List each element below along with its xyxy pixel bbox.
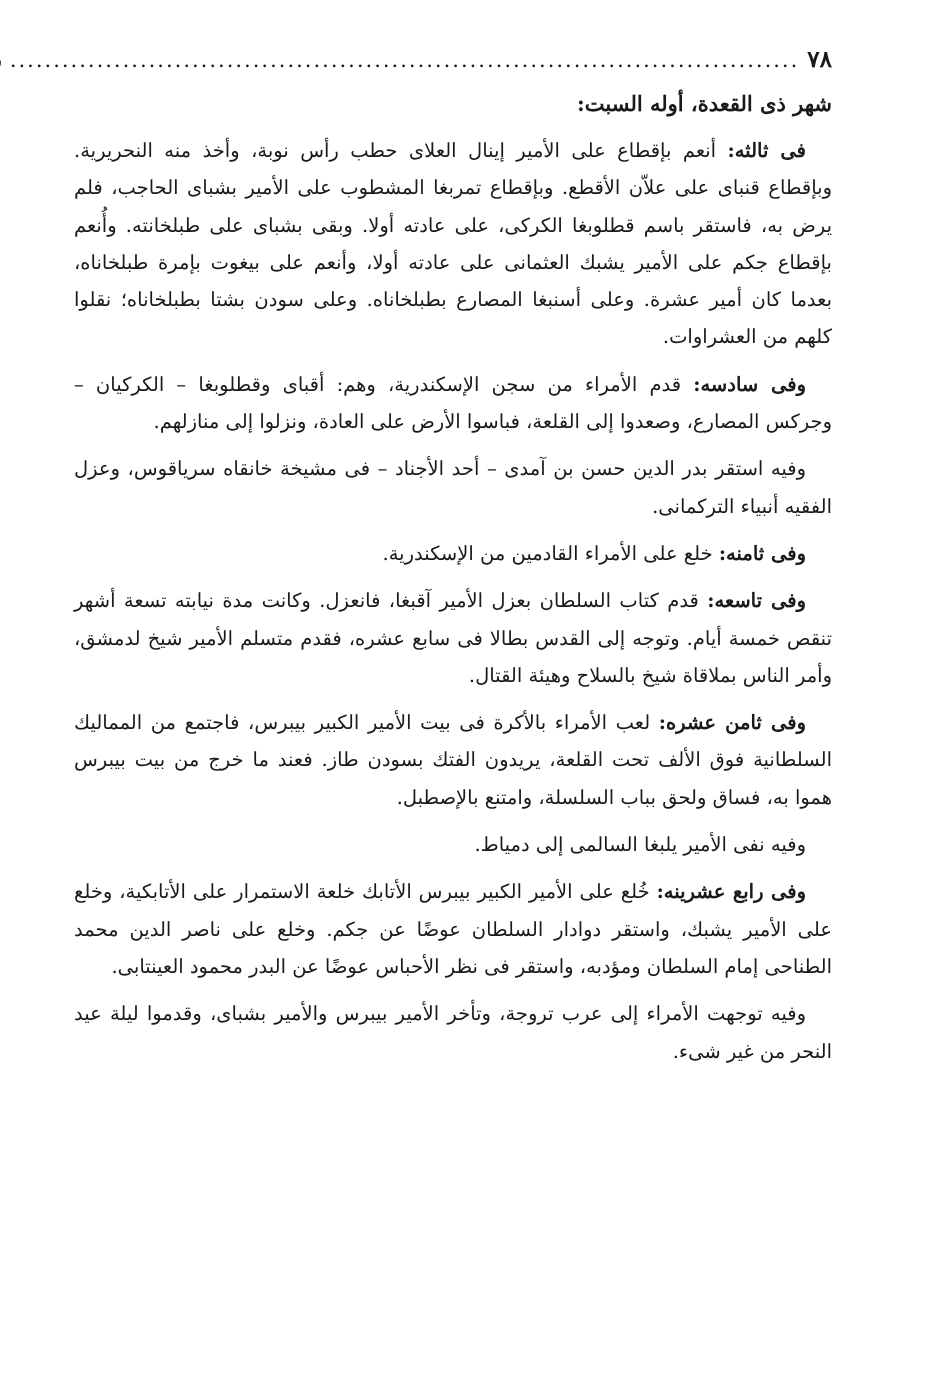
entry-text: وفيه نفى الأمير يلبغا السالمى إلى دمياط.	[474, 833, 806, 857]
entry-text: قدم كتاب السلطان بعزل الأمير آقبغا، فانعزل. وكانت مدة نيابته تسعة أشهر تنقص خمسة أيام. وتوجه إلى القدس بطالا فى سابع عشره، فقدم متسلم الأمير شيخ لدمشق، وأمر الناس بملاقاة شيخ بالسلاح وهيئة القتال.	[74, 589, 832, 687]
entry-text: خلع على الأمراء القادمين من الإسكندرية.	[382, 541, 719, 565]
entry-third-day	[74, 132, 832, 356]
body-text	[74, 132, 832, 1070]
book-page	[9, 40, 832, 1080]
entry-lead: وفى ثامن عشره:	[658, 711, 806, 735]
entry-exile-yalbugha	[74, 826, 832, 863]
month-heading: شهر ذى القعدة، أوله السبت:	[577, 91, 832, 116]
running-header	[9, 40, 832, 80]
entry-lead: فى ثالثه:	[727, 139, 806, 162]
entry-twenty-fourth-day	[74, 873, 832, 985]
entry-lead: وفى سادسه:	[693, 372, 806, 396]
entry-text: أنعم بإقطاع على الأمير إينال العلاى حطب رأس نوبة، وأخذ منه النحريرية. وبإقطاع قنباى على علاّن الأقطع. وبإقطاع تمربغا المشطوب على الأمير بشباى الحاجب، فلم يرض به، فاستقر باسم قطلوبغا الكركى، على عادته أولا. وبقى بشباى على طبلخانته. وأُنعم بإقطاع جكم على الأمير يشبك العثمانى على عادته أولا، وأنعم على بيغوت بإمرة طبلخاناه، بعدما كان أمير عشرة. وعلى أسنبغا المصارع بطبلخاناه. وعلى سودن بشتا بطبلخاناه؛ نقلوا كلهم من العشراوات.	[74, 139, 832, 349]
running-title	[0, 42, 2, 82]
entry-sixth-day	[74, 366, 832, 441]
entry-lead: وفى رابع عشرينه:	[656, 880, 806, 904]
entry-emirs-to-taruja	[74, 995, 832, 1070]
entry-ninth-day	[74, 582, 832, 694]
entry-lead: وفى ثامنه:	[718, 541, 806, 565]
entry-eighteenth-day	[74, 704, 832, 816]
entry-khanqah-appointment	[74, 450, 832, 525]
entry-eighth-day	[74, 535, 832, 572]
entry-lead: وفى تاسعه:	[707, 589, 806, 613]
entry-text: خُلع على الأمير الكبير بيبرس الأتابك خلعة الاستمرار على الأتابكية، وخلع على الأمير يشبك، واستقر دوادار السلطان عوضًا عن جكم. وخلع على ناصر الدين محمد الطناحى إمام السلطان ومؤدبه، واستقر فى نظر الأحباس عوضًا عن البدر محمود العينتابى.	[74, 880, 832, 978]
page-number: ٧٨	[807, 46, 832, 73]
header-leader-dots: ...........................................................................................	[9, 48, 800, 72]
entry-text: قدم الأمراء من سجن الإسكندرية، وهم: أقباى وقطلوبغا – الكركيان – وجركس المصارع، وصعدوا إلى القلعة، فباسوا الأرض على العادة، ونزلوا إلى منازلهم.	[74, 372, 832, 434]
entry-text: لعب الأمراء بالأكرة فى بيت الأمير الكبير بيبرس، فاجتمع من المماليك السلطانية فوق الألف تحت القلعة، يريدون الفتك بسودن طاز. فعند ما خرج من بيت بيبرس هموا به، فساق ولحق بباب السلسلة، وامتنع بالإصطبل.	[74, 711, 832, 809]
entry-text: وفيه توجهت الأمراء إلى عرب تروجة، وتأخر الأمير بيبرس والأمير بشباى، وقدموا ليلة عيد النحر من غير شىء.	[74, 1002, 832, 1063]
entry-text: وفيه استقر بدر الدين حسن بن آمدى – أحد الأجناد – فى مشيخة خانقاه سرياقوس، وعزل الفقيه أنبياء التركمانى.	[74, 457, 832, 518]
